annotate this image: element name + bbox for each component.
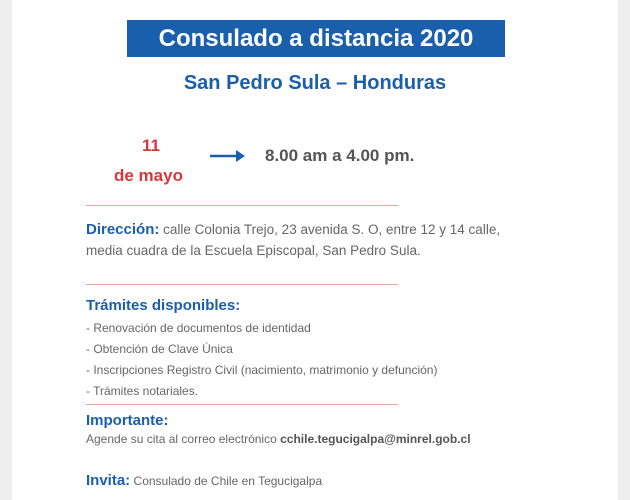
invite-text: Consulado de Chile en Tegucigalpa [133,474,323,488]
list-item: - Trámites notariales. [86,384,199,398]
list-item: - Inscripciones Registro Civil (nacimiento, matrimonio y defunción) [86,363,438,377]
procedures-list [86,320,437,404]
arrow-right-icon [208,148,246,164]
date-day: 11 [142,136,160,155]
divider-line [86,284,398,285]
list-item: - Obtención de Clave Única [86,342,233,356]
hours-text: 8.00 am a 4.00 pm. [265,146,415,165]
email-link[interactable]: cchile.tegucigalpa@minrel.gob.cl [280,432,471,446]
address-block [86,219,526,261]
appointment-text [86,432,471,446]
important-title: Importante: [86,412,169,429]
invite-line [86,472,322,489]
address-text: calle Colonia Trejo, 23 avenida S. O, entre 12 y 14 calle, media cuadra de la Escuela Episcopal, San Pedro Sula. [86,222,501,258]
date-month: de mayo [114,166,183,185]
address-label: Dirección: [86,221,160,238]
location-subtitle: San Pedro Sula – Honduras [183,72,447,94]
divider-line [86,205,398,206]
list-item: - Renovación de documentos de identidad [86,321,311,335]
divider-line [86,404,398,405]
title-banner: Consulado a distancia 2020 [127,20,505,57]
appointment-instruction: Agende su cita al correo electrónico [86,432,281,446]
invite-label: Invita: [86,472,131,489]
procedures-title: Trámites disponibles: [86,297,241,314]
